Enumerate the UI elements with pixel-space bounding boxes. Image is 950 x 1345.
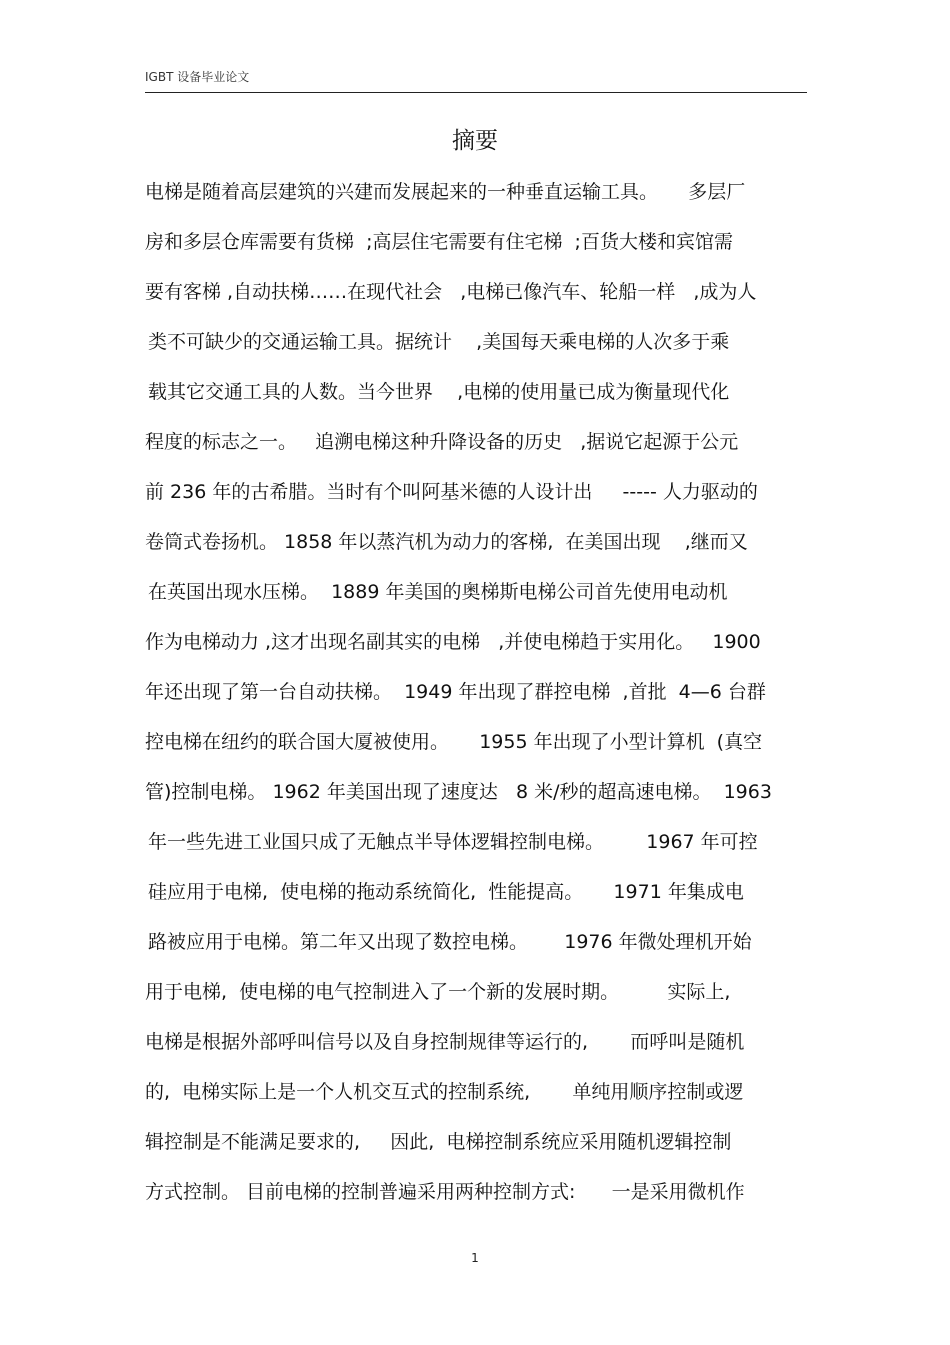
body-line: 卷筒式卷扬机。 1858 年以蒸汽机为动力的客梯, 在美国出现 ,继而又: [145, 531, 748, 553]
running-header-text: IGBT 设备毕业论文: [145, 70, 250, 84]
body-line: 管)控制电梯。 1962 年美国出现了速度达 8 米/秒的超高速电梯。 1963: [145, 781, 772, 803]
body-line: 用于电梯, 使电梯的电气控制进入了一个新的发展时期。 实际上,: [145, 981, 731, 1003]
body-line: 辑控制是不能满足要求的, 因此, 电梯控制系统应采用随机逻辑控制: [145, 1131, 732, 1153]
page-number: 1: [471, 1251, 479, 1265]
body-line: 前 236 年的古希腊。当时有个叫阿基米德的人设计出 ----- 人力驱动的: [145, 481, 758, 503]
body-line: 硅应用于电梯, 使电梯的拖动系统简化, 性能提高。 1971 年集成电: [148, 881, 744, 903]
body-line: 要有客梯 ,自动扶梯……在现代社会 ,电梯已像汽车、轮船一样 ,成为人: [145, 281, 757, 303]
body-line: 类不可缺少的交通运输工具。据统计 ,美国每天乘电梯的人次多于乘: [148, 331, 730, 353]
body-line: 方式控制。 目前电梯的控制普遍采用两种控制方式: 一是采用微机作: [145, 1181, 745, 1203]
page-title: 摘要: [452, 128, 498, 154]
body-line: 电梯是随着高层建筑的兴建而发展起来的一种垂直运输工具。 多层厂: [145, 181, 746, 203]
body-line: 作为电梯动力 ,这才出现名副其实的电梯 ,并使电梯趋于实用化。 1900: [145, 631, 761, 653]
body-line: 的, 电梯实际上是一个人机交互式的控制系统, 单纯用顺序控制或逻: [145, 1081, 744, 1103]
body-line: 电梯是根据外部呼叫信号以及自身控制规律等运行的, 而呼叫是随机: [145, 1031, 745, 1053]
body-line: 年一些先进工业国只成了无触点半导体逻辑控制电梯。 1967 年可控: [148, 831, 758, 853]
body-line: 年还出现了第一台自动扶梯。 1949 年出现了群控电梯 ,首批 4—6 台群: [145, 681, 766, 703]
body-line: 控电梯在纽约的联合国大厦被使用。 1955 年出现了小型计算机 (真空: [145, 731, 763, 753]
body-line: 载其它交通工具的人数。当今世界 ,电梯的使用量已成为衡量现代化: [148, 381, 730, 403]
body-line: 程度的标志之一。 追溯电梯这种升降设备的历史 ,据说它起源于公元: [145, 431, 739, 453]
body-line: 路被应用于电梯。第二年又出现了数控电梯。 1976 年微处理机开始: [148, 931, 752, 953]
body-line: 在英国出现水压梯。 1889 年美国的奥梯斯电梯公司首先使用电动机: [148, 581, 728, 603]
body-line: 房和多层仓库需要有货梯 ;高层住宅需要有住宅梯 ;百货大楼和宾馆需: [145, 231, 733, 253]
